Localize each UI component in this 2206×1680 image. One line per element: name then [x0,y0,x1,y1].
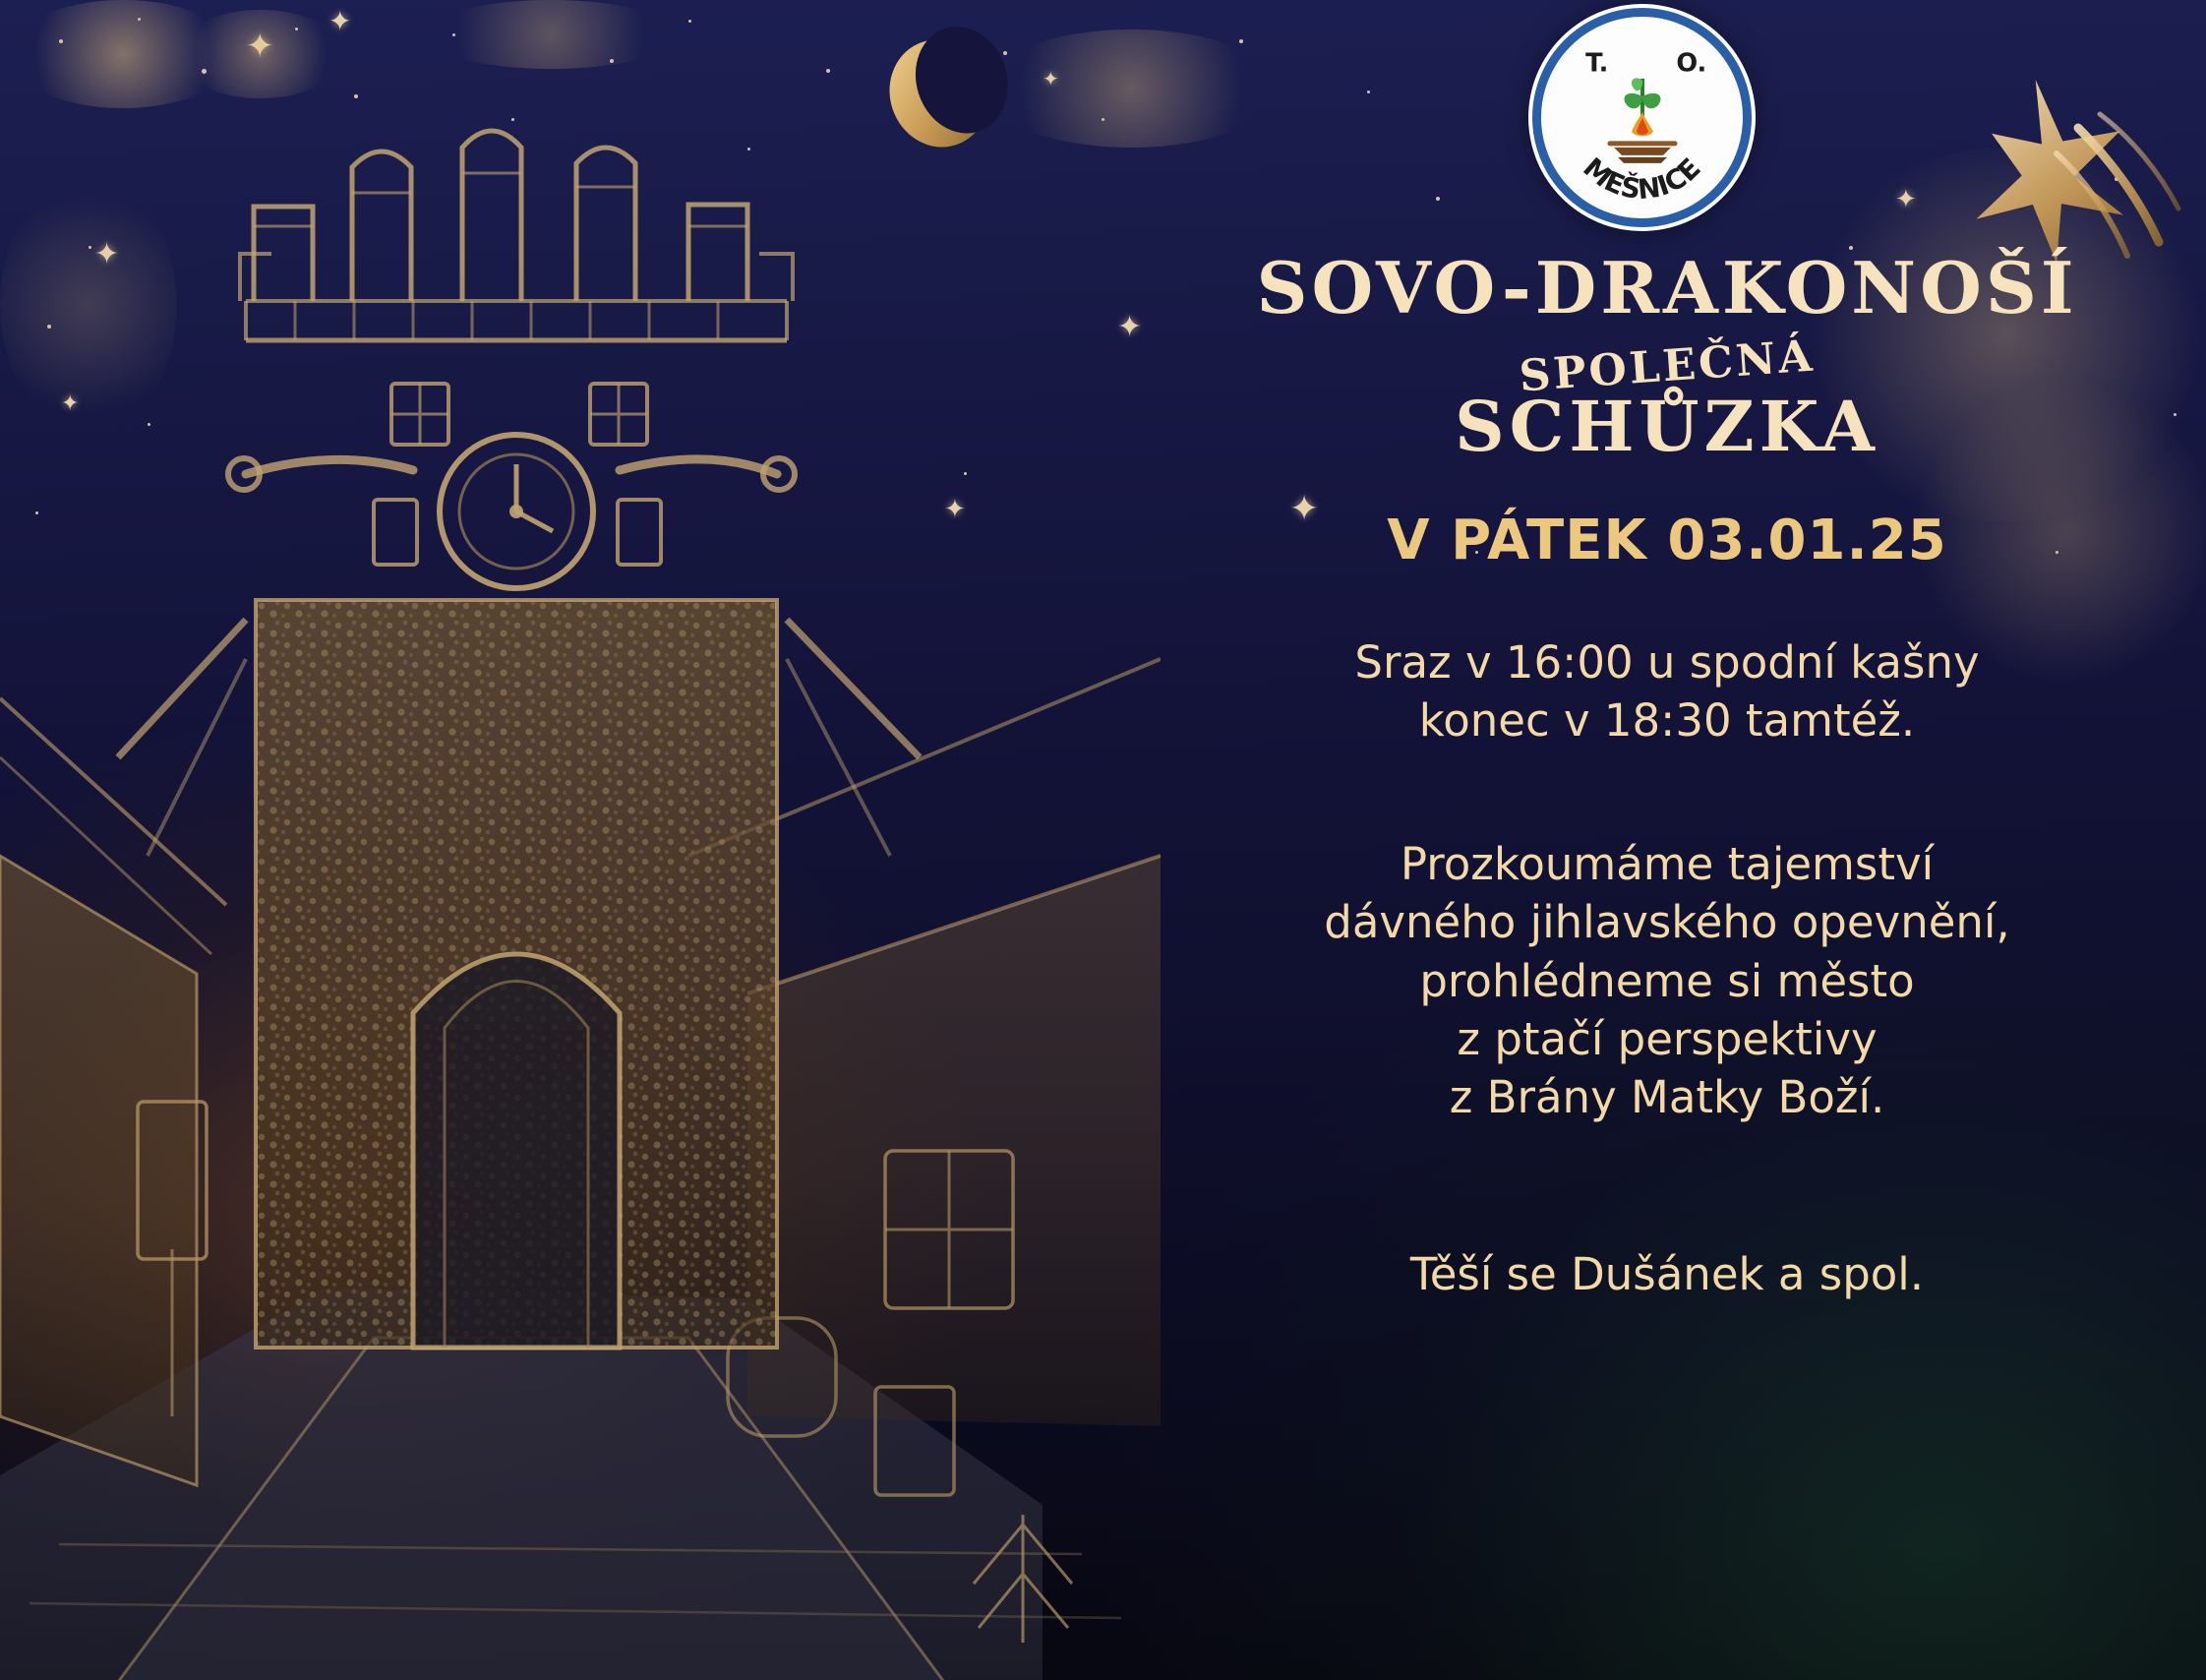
meeting-line-2: konec v 18:30 tamtéž. [1418,694,1916,748]
sparkle-icon: ✦ [328,5,352,37]
sparkle-icon: ✦ [1117,310,1143,344]
description-info [1161,835,2174,1127]
meeting-info [1161,633,2174,750]
description-line-3: prohlédneme si město [1419,954,1915,1007]
sparkle-icon: ✦ [1289,489,1320,529]
sparkle-icon: ✦ [1043,67,1059,90]
sparkle-icon: ✦ [246,27,274,66]
sparkle-icon: ✦ [944,495,966,524]
svg-text:O.: O. [1676,48,1707,79]
headline-line-2: SPOLEČNÁ [1518,330,1817,402]
signature-info [1161,1245,2174,1303]
description-line-1: Prozkoumáme tajemství [1400,837,1935,890]
headline-line-1: SOVO-DRAKONOŠÍ [1256,246,2078,330]
sparkle-icon: ✦ [61,391,80,416]
sparkle-icon: ✦ [94,237,120,271]
event-date: V PÁTEK 03.01.25 [1387,509,1947,572]
poster-text-content [1161,246,2174,1303]
sparkle-icon: ✦ [1895,185,1917,214]
headline-line-3: SCHŮZKA [1455,386,1879,467]
city-gate-tower-illustration [0,108,1161,1680]
meeting-line-1: Sraz v 16:00 u spodní kašny [1354,636,1980,689]
svg-text:MEŠNICE: MEŠNICE [1577,150,1707,207]
club-logo [1532,8,1752,227]
crescent-moon-icon [875,27,1002,160]
campfire-and-plant-icon [1600,74,1685,168]
description-line-5: z Brány Matky Boží. [1449,1071,1885,1124]
svg-text:T.: T. [1585,48,1609,79]
description-line-4: z ptačí perspektivy [1457,1012,1878,1065]
description-line-2: dávného jihlavského opevnění, [1324,896,2010,949]
signature-line: Těší se Dušánek a spol. [1409,1247,1925,1300]
